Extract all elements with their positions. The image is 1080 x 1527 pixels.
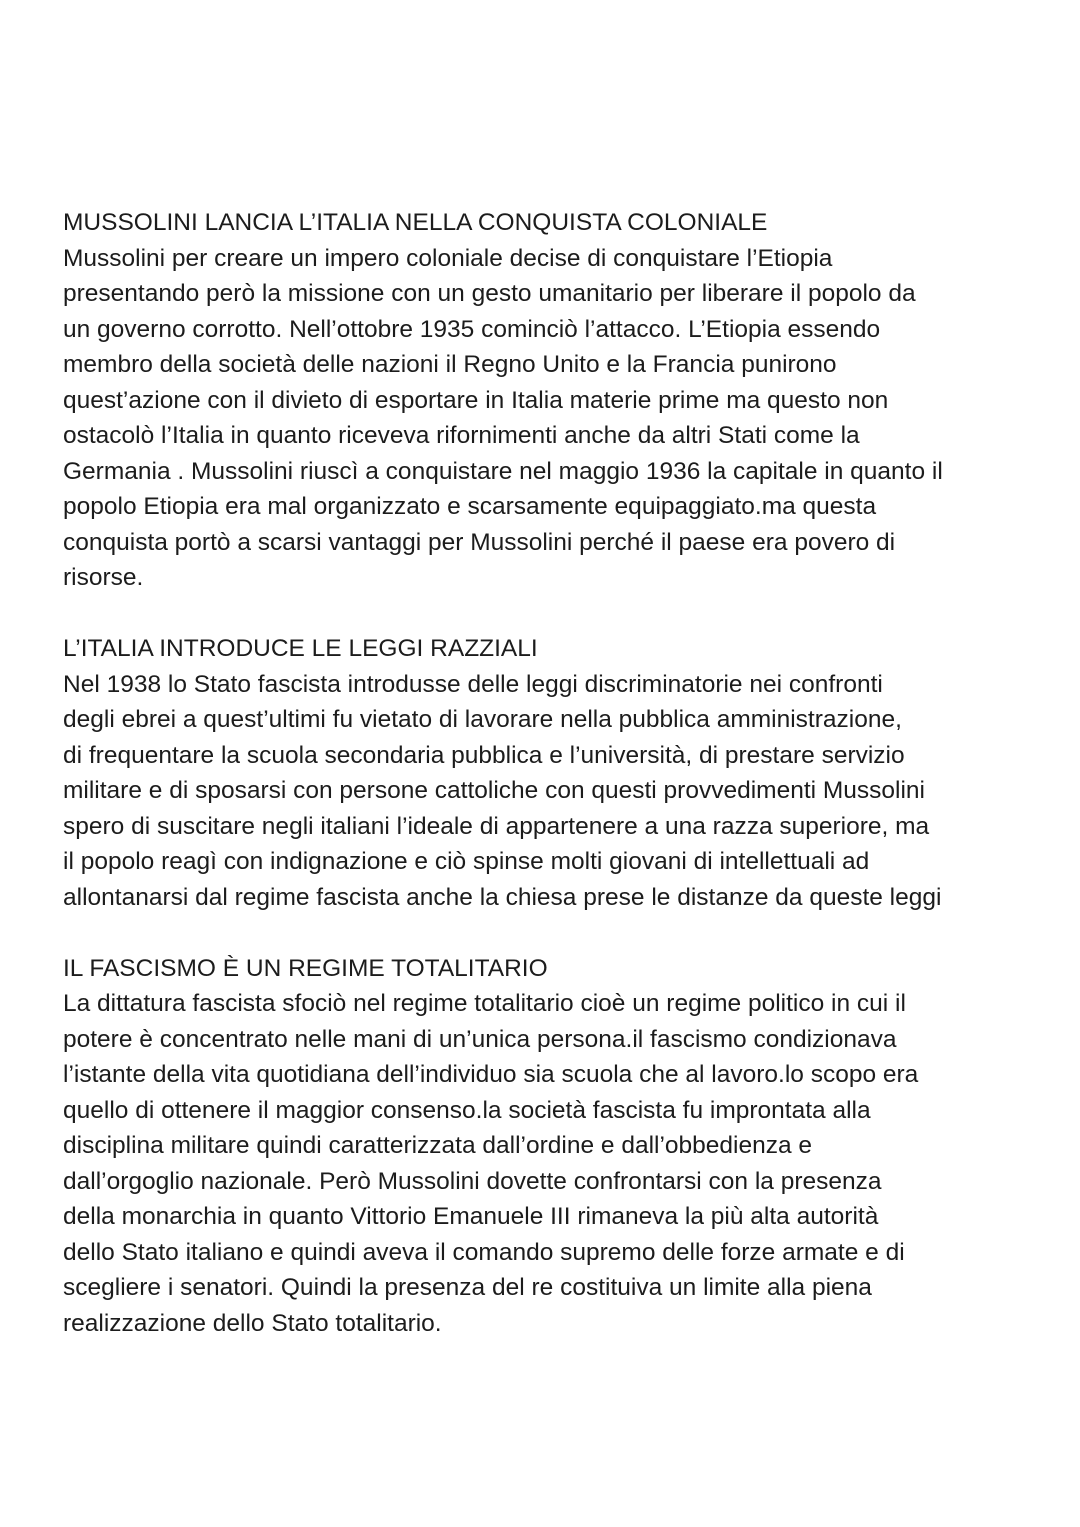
section-body [63,667,1038,916]
section-colonial-conquest [63,205,1038,596]
section-totalitarian-regime [63,951,1038,1342]
text-line: realizzazione dello Stato totalitario. [63,1309,442,1337]
text-line: membro della società delle nazioni il Regno Unito e la Francia punirono [63,351,837,378]
text-line: ostacolò l’Italia in quanto riceveva rifornimenti anche da altri Stati come la [63,422,860,449]
text-line: Nel 1938 lo Stato fascista introdusse delle leggi discriminatorie nei confronti [63,670,883,698]
text-line: il popolo reagì con indignazione e ciò spinse molti giovani di intellettuali ad [63,848,870,875]
text-line: dello Stato italiano e quindi aveva il comando supremo delle forze armate e di [63,1238,905,1266]
section-title: L’ITALIA INTRODUCE LE LEGGI RAZZIALI [63,635,538,662]
text-line: spero di suscitare negli italiani l’ideale di appartenere a una razza superiore, ma [63,812,930,840]
text-line: di frequentare la scuola secondaria pubblica e l’università, di prestare servizio [63,741,905,769]
section-title: IL FASCISMO È UN REGIME TOTALITARIO [63,954,548,982]
text-line: quest’azione con il divieto di esportare in Italia materie prime ma questo non [63,386,889,414]
text-line: Mussolini per creare un impero coloniale decise di conquistare l’Etiopia [63,244,833,272]
text-line: allontanarsi dal regime fascista anche la chiesa prese le distanze da queste leggi [63,883,942,911]
text-line: l’istante della vita quotidiana dell’individuo sia scuola che al lavoro.lo scopo era [63,1061,919,1088]
text-line: militare e di sposarsi con persone cattoliche con questi provvedimenti Mussolini [63,777,925,804]
text-line: risorse. [63,564,144,591]
document-content [63,205,1038,1377]
text-line: dall’orgoglio nazionale. Però Mussolini dovette confrontarsi con la presenza [63,1167,882,1195]
text-line: un governo corrotto. Nell’ottobre 1935 cominciò l’attacco. L’Etiopia essendo [63,315,881,343]
text-line: popolo Etiopia era mal organizzato e scarsamente equipaggiato.ma questa [63,493,877,520]
text-line: degli ebrei a quest’ultimi fu vietato di lavorare nella pubblica amministrazione, [63,706,902,733]
section-racial-laws [63,631,1038,915]
text-line: della monarchia in quanto Vittorio Emanuele III rimaneva la più alta autorità [63,1203,879,1230]
text-line: conquista portò a scarsi vantaggi per Mussolini perché il paese era povero di [63,528,896,556]
text-line: La dittatura fascista sfociò nel regime totalitario cioè un regime politico in cui il [63,990,906,1017]
text-line: potere è concentrato nelle mani di un’unica persona.il fascismo condizionava [63,1025,897,1053]
text-line: scegliere i senatori. Quindi la presenza del re costituiva un limite alla piena [63,1274,872,1301]
section-body [63,241,1038,596]
text-line: presentando però la missione con un gesto umanitario per liberare il popolo da [63,280,916,307]
text-line: disciplina militare quindi caratterizzata dall’ordine e dall’obbedienza e [63,1132,813,1159]
section-body [63,986,1038,1341]
text-line: Germania . Mussolini riuscì a conquistare nel maggio 1936 la capitale in quanto il [63,457,943,485]
section-title: MUSSOLINI LANCIA L’ITALIA NELLA CONQUISTA COLONIALE [63,209,768,236]
text-line: quello di ottenere il maggior consenso.la società fascista fu improntata alla [63,1096,871,1124]
